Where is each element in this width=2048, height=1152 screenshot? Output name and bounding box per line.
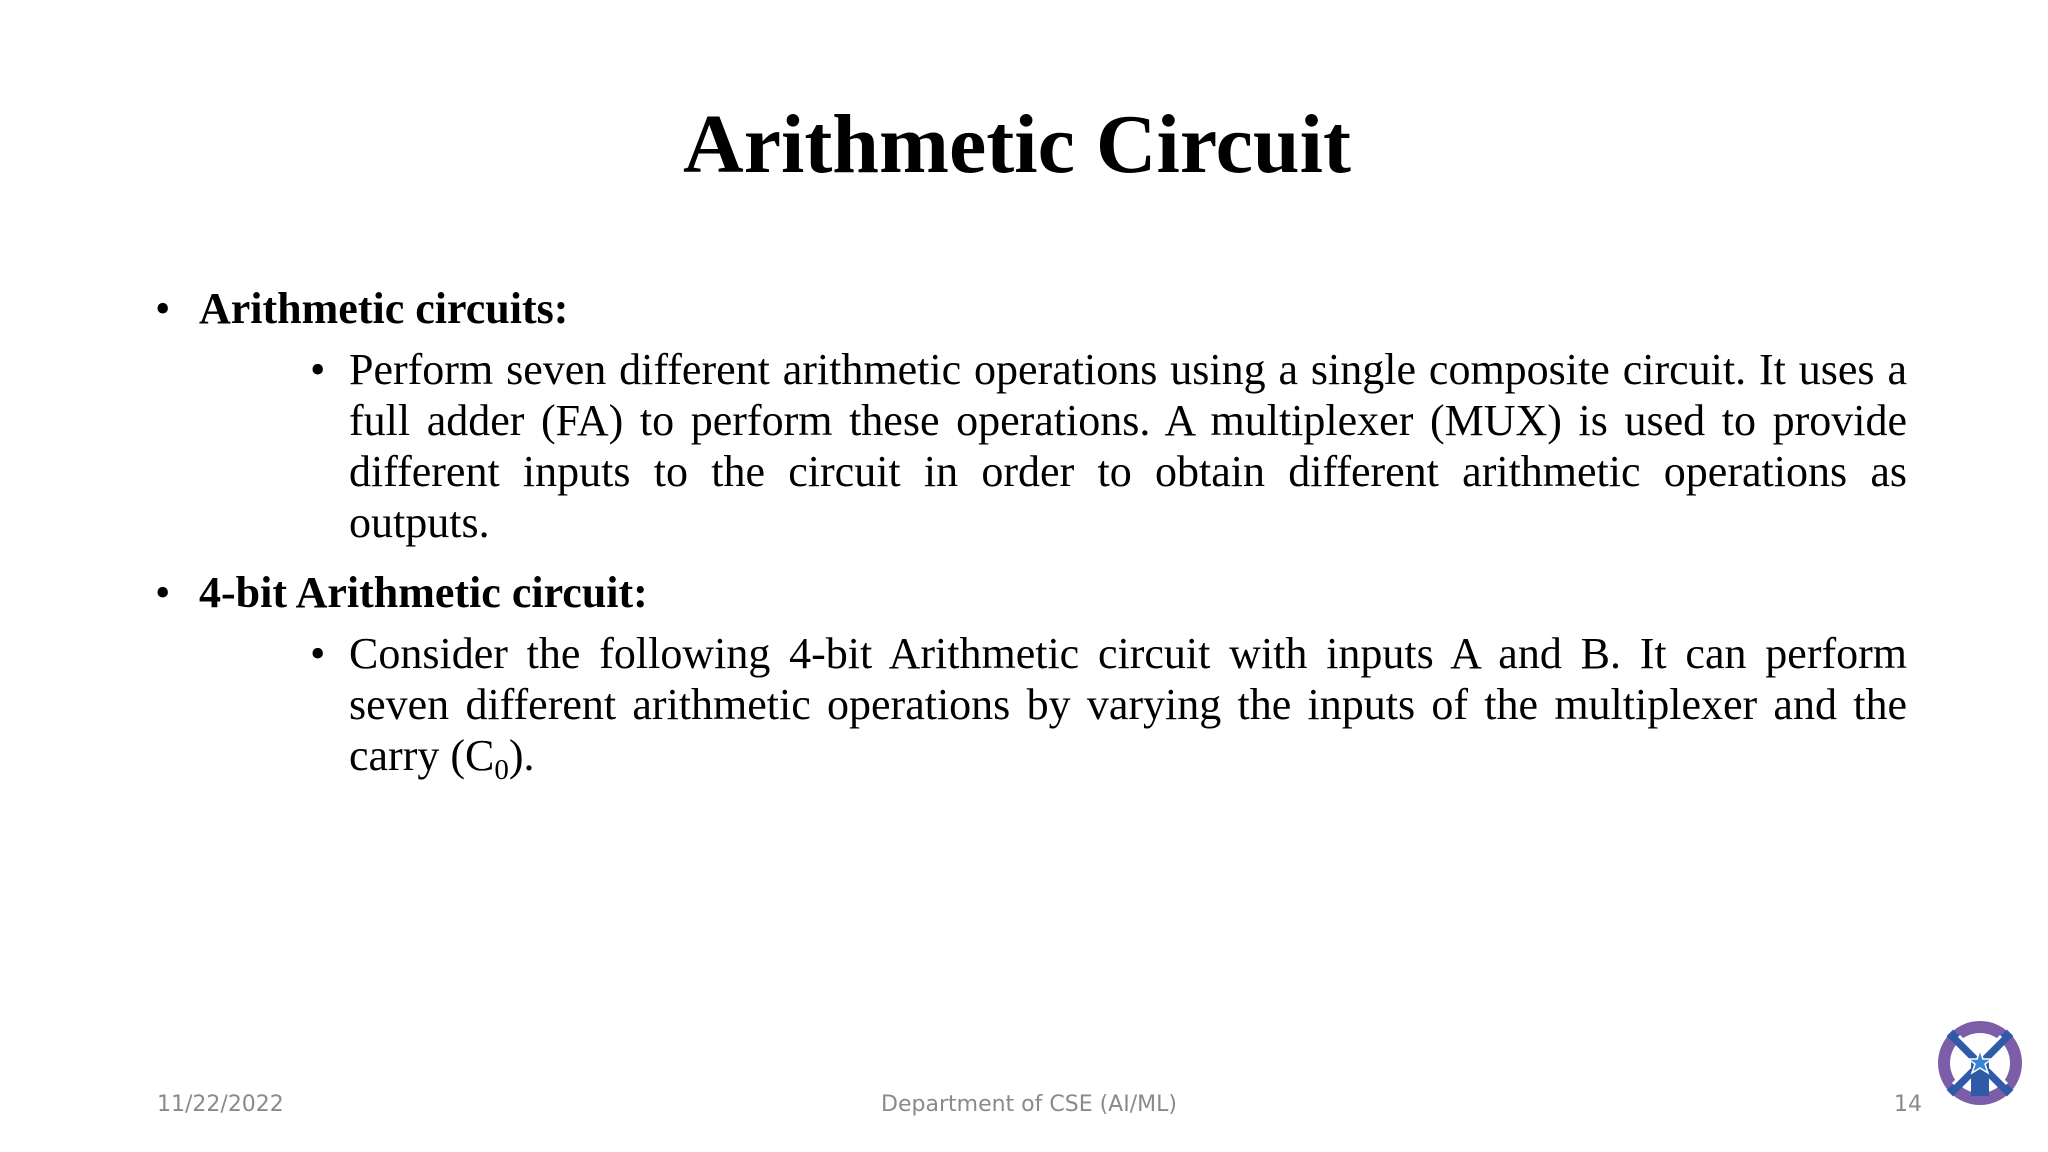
footer-department: Department of CSE (AI/ML) [881,1092,1177,1117]
section-heading-arithmetic-circuits [155,282,1907,336]
institution-logo-icon [1935,1018,2025,1108]
bullet: • [310,345,326,394]
bullet-item-text: Consider the following 4-bit Arithmetic circuit with inputs A and B. It can perform seven different arithmetic operations by varying the inputs of the multiplexer and the carry (C [349,629,1907,780]
bullet: • [310,629,326,678]
slide-title: Arithmetic Circuit [683,98,1351,191]
bullet-item-text: Perform seven different arithmetic operations using a single composite circuit. It uses a full adder (FA) to perform these operations. A multiplexer (MUX) is used to provide different inputs to the circuit in order to obtain different arithmetic operations as outputs. [349,345,1907,547]
slide-body [155,282,1907,786]
footer-page-number: 14 [1894,1092,1922,1117]
section-heading-text: 4-bit Arithmetic circuit: [199,568,648,617]
bullet-item-composite-circuit [310,344,1907,548]
bullet: • [155,284,171,333]
footer-date: 11/22/2022 [157,1092,284,1117]
section-heading-4bit-arithmetic-circuit [155,566,1907,620]
bullet-item-4bit-circuit [310,628,1907,786]
bullet: • [155,568,171,617]
section-heading-text: Arithmetic circuits: [199,284,569,333]
bullet-item-text-end: ). [508,731,535,780]
carry-subscript: 0 [494,754,509,786]
